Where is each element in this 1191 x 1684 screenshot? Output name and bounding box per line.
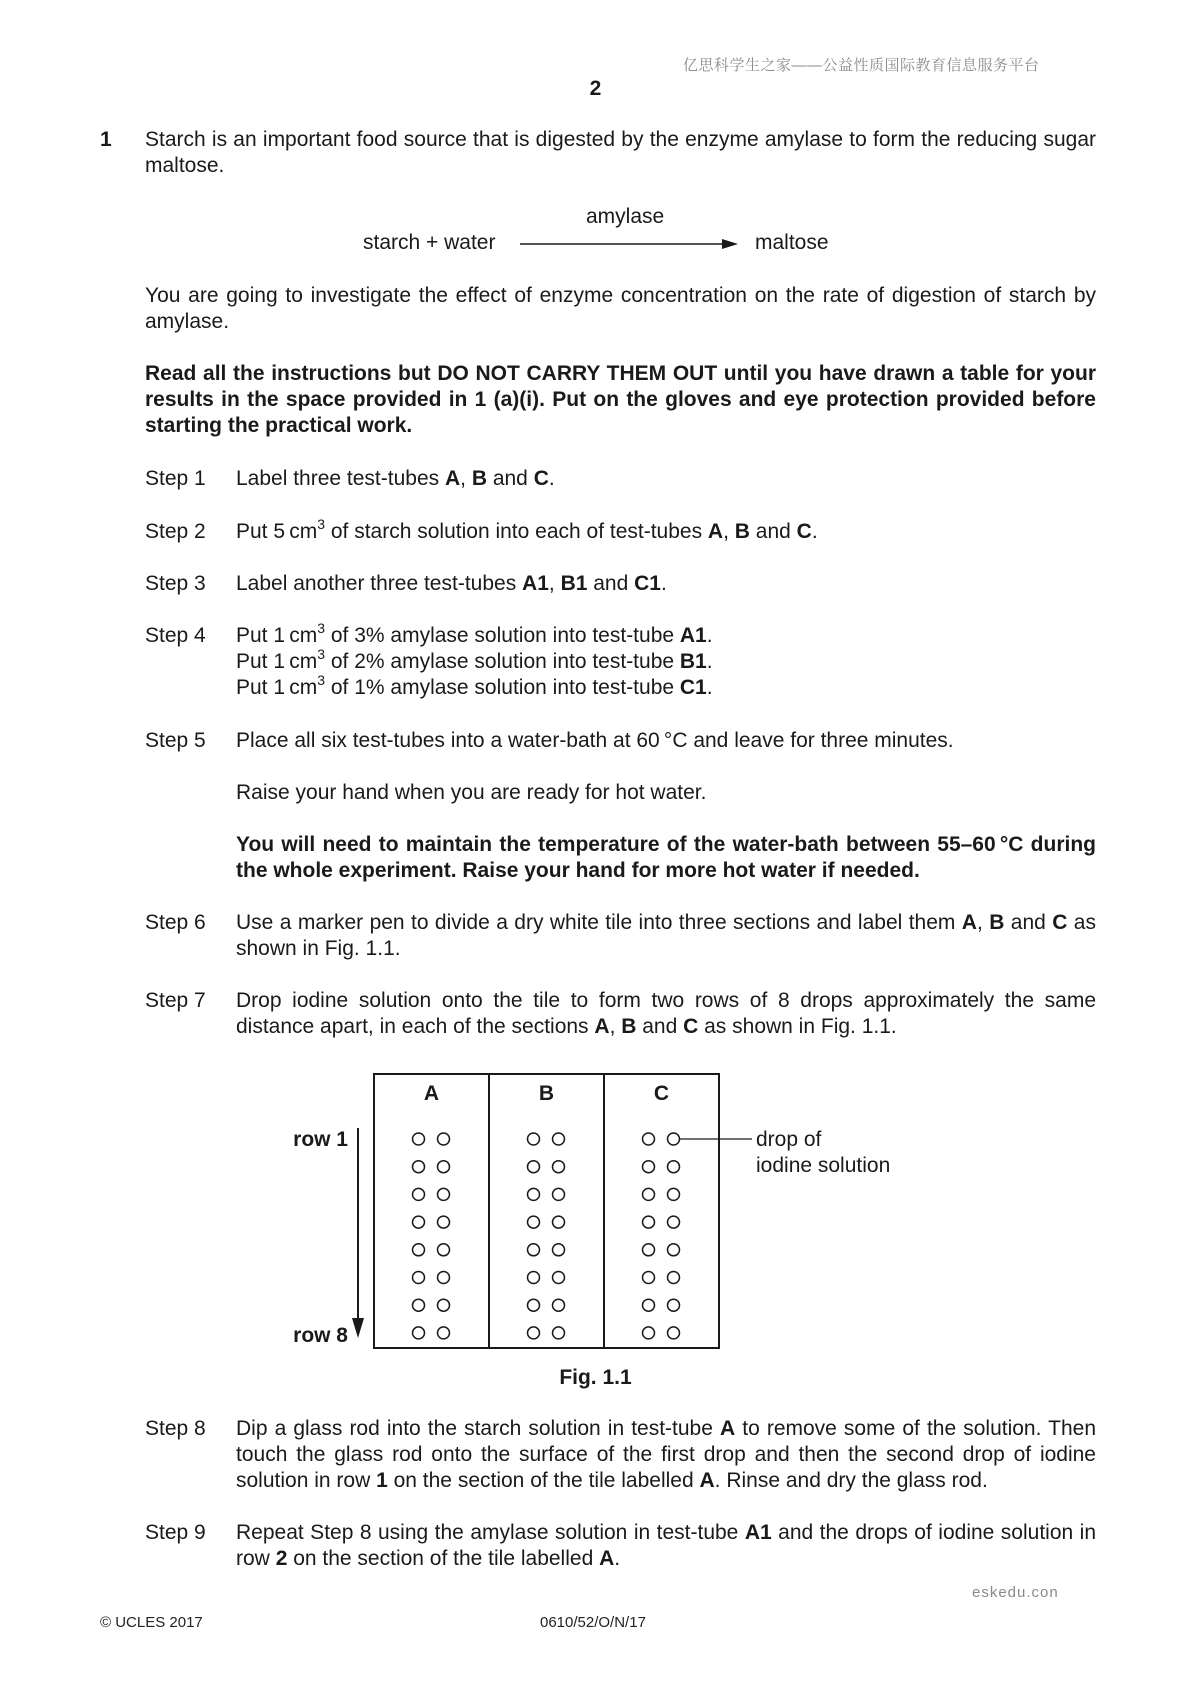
iodine-drop (413, 1216, 425, 1228)
step-8-label: Step 8 (145, 1417, 206, 1440)
step-8-text: Dip a glass rod into the starch solution in test-tube A to remove some of the solution. Then touch the glass rod onto the surface of the first drop and then the second drop of iodine solution in row 1 on the section of the tile labelled A. Rinse and dry the glass rod. (236, 1417, 1096, 1492)
iodine-drop (528, 1188, 540, 1200)
iodine-drop (643, 1133, 655, 1145)
iodine-drop (553, 1133, 565, 1145)
callout-label-line-1: drop of (756, 1128, 822, 1151)
iodine-drop (553, 1216, 565, 1228)
row-direction-arrow-head (352, 1318, 364, 1338)
step-9-text: Repeat Step 8 using the amylase solution in test-tube A1 and the drops of iodine solution in row 2 on the section of the tile labelled A. (236, 1521, 1096, 1570)
iodine-drop (438, 1188, 450, 1200)
iodine-drop (553, 1244, 565, 1256)
iodine-drop (528, 1272, 540, 1284)
watermark-header: 亿思科学生之家——公益性质国际教育信息服务平台 (683, 57, 1040, 74)
figure-tile-diagram (270, 1060, 920, 1350)
footer-paper-code: 0610/52/O/N/17 (540, 1614, 646, 1631)
footer-copyright: © UCLES 2017 (100, 1614, 203, 1631)
iodine-drop (528, 1161, 540, 1173)
iodine-drop (668, 1216, 680, 1228)
iodine-drop (643, 1244, 655, 1256)
step-6-text: Use a marker pen to divide a dry white tile into three sections and label them A, B and C as shown in Fig. 1.1. (236, 911, 1096, 960)
section-label-b: B (538, 1082, 555, 1105)
iodine-drop (438, 1244, 450, 1256)
step-2-text: Put 5 $cm^3$ of starch solution into each of test-tubes A, B and C. (236, 516, 818, 543)
iodine-drop (438, 1161, 450, 1173)
iodine-drop (553, 1272, 565, 1284)
step-3-label: Step 3 (145, 572, 206, 595)
iodine-drop (668, 1161, 680, 1173)
row-8-label: row 8 (293, 1324, 348, 1347)
iodine-drop (438, 1327, 450, 1339)
step-7-text: Drop iodine solution onto the tile to form two rows of 8 drops approximately the same distance apart, in each of the sections A, B and C as shown in Fig. 1.1. (236, 989, 1096, 1038)
iodine-drop (528, 1133, 540, 1145)
iodine-drop (553, 1161, 565, 1173)
iodine-drop (438, 1216, 450, 1228)
step-9-label: Step 9 (145, 1521, 206, 1544)
step-1-label: Step 1 (145, 467, 206, 490)
iodine-drop (553, 1327, 565, 1339)
iodine-drop (643, 1327, 655, 1339)
step-5-temperature-warning: You will need to maintain the temperature of the water-bath between 55–60 °C during the whole experiment. Raise your hand for more hot water if needed. (236, 833, 1096, 882)
iodine-drop (413, 1327, 425, 1339)
equation-reactants: starch + water (363, 231, 496, 254)
watermark-footer: eskedu.con (972, 1584, 1059, 1601)
iodine-drop (413, 1161, 425, 1173)
iodine-drop (528, 1216, 540, 1228)
step-4-label: Step 4 (145, 624, 206, 647)
safety-warning: Read all the instructions but DO NOT CARRY THEM OUT until you have drawn a table for your results in the space provided in 1 (a)(i). Put on the gloves and eye protection provided before starting the practical work. (145, 362, 1096, 437)
step-4-line-2: Put 1 $cm^3$ of 2% amylase solution into test-tube B1. (236, 646, 713, 673)
iodine-drop (668, 1272, 680, 1284)
step-5-text: Place all six test-tubes into a water-bath at 60 °C and leave for three minutes. (236, 729, 954, 752)
iodine-drop (528, 1327, 540, 1339)
callout-label-line-2: iodine solution (756, 1154, 891, 1177)
step-4-line-3: Put 1 $cm^3$ of 1% amylase solution into test-tube C1. (236, 672, 713, 699)
iodine-drop (643, 1161, 655, 1173)
step-4-line-1: Put 1 $cm^3$ of 3% amylase solution into test-tube A1. (236, 620, 713, 647)
iodine-drop (438, 1272, 450, 1284)
row-1-label: row 1 (293, 1128, 348, 1151)
iodine-drop (413, 1244, 425, 1256)
iodine-drop (643, 1272, 655, 1284)
iodine-drop (413, 1133, 425, 1145)
step-4-text (236, 620, 1096, 701)
step-1-text: Label three test-tubes A, B and C. (236, 467, 555, 490)
question-intro: Starch is an important food source that is digested by the enzyme amylase to form the reducing sugar maltose. (145, 128, 1096, 177)
section-label-c: C (653, 1082, 670, 1105)
iodine-drop (528, 1244, 540, 1256)
iodine-drop (438, 1299, 450, 1311)
step-6-label: Step 6 (145, 911, 206, 934)
iodine-drop (643, 1188, 655, 1200)
iodine-drop (553, 1188, 565, 1200)
equation-arrow (518, 236, 740, 252)
section-label-a: A (423, 1082, 440, 1105)
iodine-drop (668, 1327, 680, 1339)
figure-caption: Fig. 1.1 (559, 1366, 632, 1389)
step-5-hand-note: Raise your hand when you are ready for hot water. (236, 781, 707, 804)
iodine-drop (413, 1272, 425, 1284)
iodine-drop (668, 1244, 680, 1256)
question-number: 1 (100, 128, 112, 151)
iodine-drop (668, 1299, 680, 1311)
iodine-drop (668, 1133, 680, 1145)
step-2-label: Step 2 (145, 520, 206, 543)
step-3-text: Label another three test-tubes A1, B1 and C1. (236, 572, 667, 595)
step-7-label: Step 7 (145, 989, 206, 1012)
iodine-drop (643, 1216, 655, 1228)
equation-product: maltose (755, 231, 829, 254)
iodine-drop (413, 1188, 425, 1200)
step-5-label: Step 5 (145, 729, 206, 752)
iodine-drop (668, 1188, 680, 1200)
iodine-drop (643, 1299, 655, 1311)
question-aim: You are going to investigate the effect of enzyme concentration on the rate of digestion of starch by amylase. (145, 284, 1096, 333)
iodine-drop (438, 1133, 450, 1145)
page-number: 2 (589, 77, 602, 100)
equation-enzyme: amylase (586, 205, 665, 228)
iodine-drop (528, 1299, 540, 1311)
iodine-drop (413, 1299, 425, 1311)
iodine-drop (553, 1299, 565, 1311)
